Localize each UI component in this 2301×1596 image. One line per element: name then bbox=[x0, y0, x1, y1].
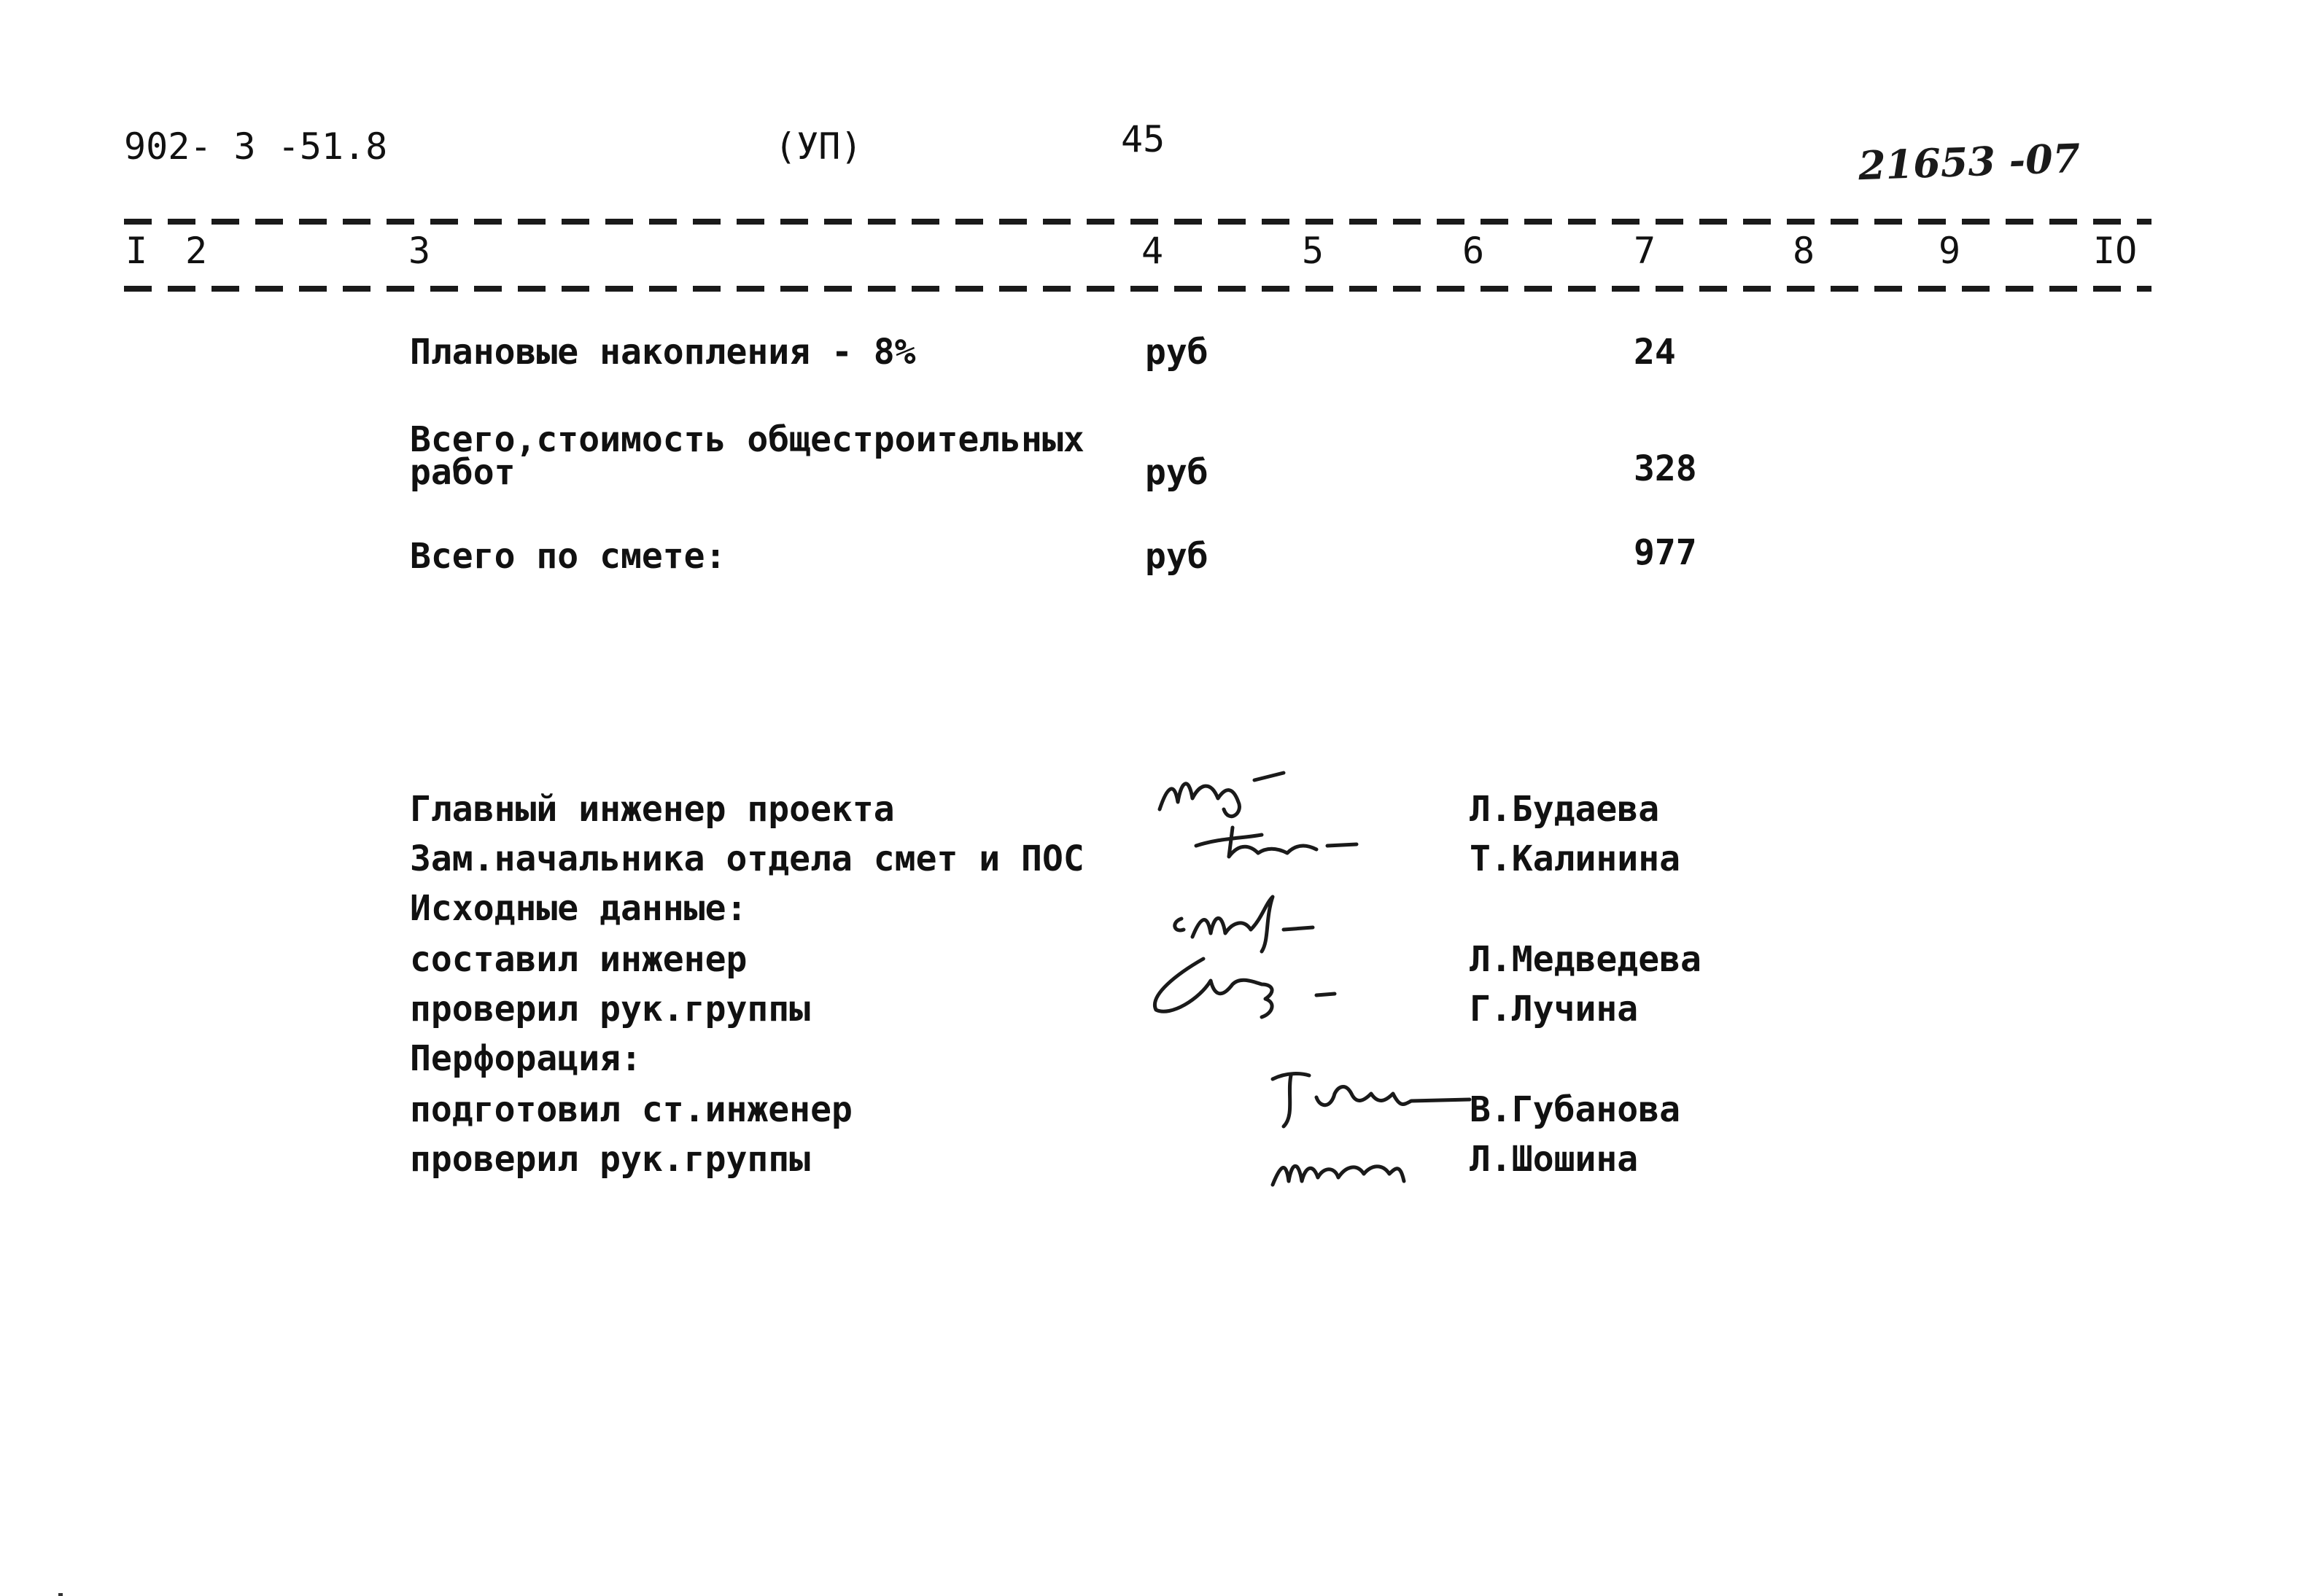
header-top-rule bbox=[124, 219, 2151, 225]
page-number: 45 bbox=[1121, 118, 1165, 160]
column-number-6: 6 bbox=[1462, 230, 1485, 272]
row-construction-total-unit: руб bbox=[1145, 452, 1208, 493]
row-construction-total-value: 328 bbox=[1634, 448, 1697, 489]
signature-section-source-data: Исходные данные: bbox=[410, 888, 748, 929]
header-bottom-rule bbox=[124, 286, 2151, 292]
column-number-1: I bbox=[125, 230, 148, 272]
column-number-8: 8 bbox=[1793, 230, 1815, 272]
row-estimate-total-value: 977 bbox=[1634, 532, 1697, 573]
signature-name-medvedeva: Л.Медведева bbox=[1470, 939, 1702, 980]
signature-role-deputy-head: Зам.начальника отдела смет и ПОС bbox=[410, 838, 1084, 879]
column-number-9: 9 bbox=[1939, 230, 1961, 272]
row-construction-total-label: Всего,стоимость общестроительных bbox=[410, 419, 1084, 460]
signature-role-checked-by-perforation: проверил рук.группы bbox=[410, 1139, 811, 1180]
signature-name-shoshina: Л.Шошина bbox=[1470, 1139, 1639, 1180]
handwritten-signature-gubanova bbox=[1265, 1064, 1477, 1130]
column-number-2: 2 bbox=[185, 230, 208, 272]
handwritten-signature-luchina bbox=[1141, 944, 1375, 1024]
column-number-10: IO bbox=[2093, 230, 2138, 272]
inventory-number: 21653 -07 bbox=[1857, 134, 2081, 190]
signature-section-perforation: Перфорация: bbox=[410, 1038, 642, 1079]
signature-name-kalinina: Т.Калинина bbox=[1470, 838, 1680, 879]
column-number-5: 5 bbox=[1302, 230, 1324, 272]
column-number-3: 3 bbox=[408, 230, 431, 272]
document-category: (УП) bbox=[775, 125, 863, 168]
row-estimate-total-label: Всего по смете: bbox=[410, 536, 726, 577]
document-code: 902- 3 -51.8 bbox=[124, 125, 388, 168]
signature-name-budaeva: Л.Будаева bbox=[1470, 789, 1660, 830]
column-number-7: 7 bbox=[1634, 230, 1656, 272]
signature-role-chief-engineer: Главный инженер проекта bbox=[410, 789, 895, 830]
row-planned-savings-unit: руб bbox=[1145, 332, 1208, 373]
scan-speck bbox=[58, 1593, 63, 1596]
handwritten-signature-shoshina bbox=[1265, 1137, 1440, 1196]
row-planned-savings-value: 24 bbox=[1634, 332, 1676, 373]
signature-role-checked-by: проверил рук.группы bbox=[410, 989, 811, 1029]
signature-name-gubanova: В.Губанова bbox=[1470, 1089, 1680, 1130]
signature-name-luchina: Г.Лучина bbox=[1470, 989, 1639, 1029]
signature-role-compiled-by: составил инженер bbox=[410, 939, 748, 980]
column-number-4: 4 bbox=[1141, 230, 1164, 272]
row-construction-total-label-cont: работ bbox=[410, 452, 516, 493]
signature-role-prepared-by: подготовил ст.инженер bbox=[410, 1089, 853, 1130]
row-planned-savings-label: Плановые накопления - 8% bbox=[410, 332, 916, 373]
handwritten-signature-kalinina bbox=[1189, 817, 1371, 868]
row-estimate-total-unit: руб bbox=[1145, 536, 1208, 577]
